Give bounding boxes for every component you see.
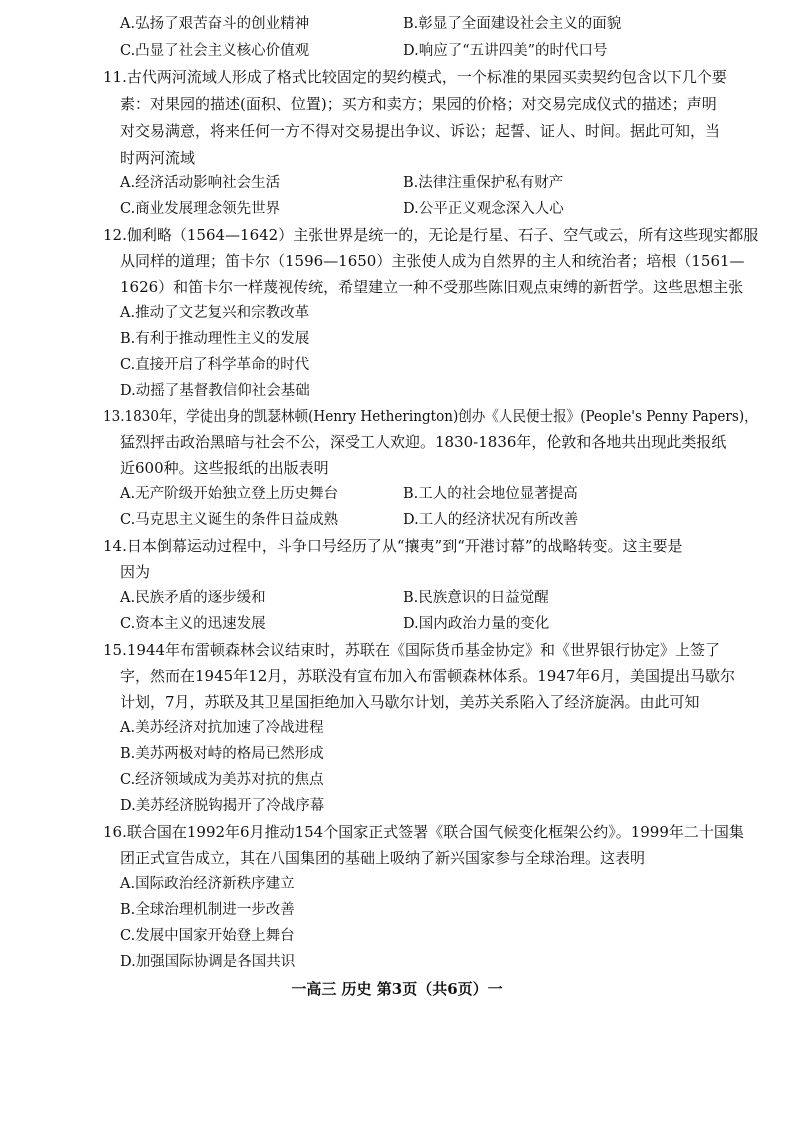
q15-option-c: C.经济领域成为美苏对抗的焦点 [120,772,324,788]
q16-stem-line-1: 16.联合国在1992年6月推动154个国家正式签署《联合国气候变化框架公约》。1999年二十国集 [103,823,744,841]
q11-stem-line-4: 时两河流域 [120,149,196,167]
q12-option-c: C.直接开启了科学革命的时代 [120,357,310,373]
q13-stem-line-3: 近600种。这些报纸的出版表明 [120,459,329,477]
q11-stem-line-3: 对交易满意，将来任何一方不得对交易提出争议、诉讼；起誓、证人、时间。据此可知，当 [120,122,721,140]
q14-option-c: C.资本主义的迅速发展 [120,616,266,632]
q11-option-c: C.商业发展理念领先世界 [120,201,281,217]
q15-option-b: B.美苏两极对峙的格局已然形成 [120,746,324,762]
q11-option-d: D.公平正义观念深入人心 [403,201,564,217]
q12-option-b: B.有利于推动理性主义的发展 [120,331,310,347]
q10-option-d: D.响应了“五讲四美”的时代口号 [403,43,608,59]
q15-stem-line-1: 15.1944年布雷顿森林会议结束时，苏联在《国际货币基金协定》和《世界银行协定》上签了 [103,641,721,659]
q11-stem-line-1: 11.古代两河流域人形成了格式比较固定的契约模式，一个标准的果园买卖契约包含以下几个要 [103,68,727,86]
q16-option-d: D.加强国际协调是各国共识 [120,954,296,970]
q15-stem-line-2: 字，然而在1945年12月，苏联没有宣布加入布雷顿森林体系。1947年6月，美国提出马歇尔 [120,667,735,685]
q13-option-c: C.马克思主义诞生的条件日益成熟 [120,512,339,528]
q15-option-d: D.美苏经济脱钩揭开了冷战序幕 [120,798,325,814]
q13-option-b: B.工人的社会地位显著提高 [403,486,578,502]
q10-option-a: A.弘扬了艰苦奋斗的创业精神 [120,16,310,32]
q15-stem-line-3: 计划，7月，苏联及其卫星国拒绝加入马歇尔计划，美苏关系陷入了经济旋涡。由此可知 [120,693,700,711]
q11-option-a: A.经济活动影响社会生活 [120,175,281,191]
q12-stem-line-3: 1626）和笛卡尔一样蔑视传统，希望建立一种不受那些陈旧观点束缚的新哲学。这些思想主张 [120,278,744,296]
q12-stem-line-1: 12.伽利略（1564—1642）主张世界是统一的，无论是行星、石子、空气或云，所有这些现实都服 [103,226,759,244]
q11-stem-line-2: 素：对果园的描述(面积、位置)；买方和卖方；果园的价格；对交易完成仪式的描述；声明 [120,95,717,113]
q13-option-d: D.工人的经济状况有所改善 [403,512,579,528]
q16-stem-line-2: 团正式宣告成立，其在八国集团的基础上吸纳了新兴国家参与全球治理。这表明 [120,849,646,867]
q12-option-a: A.推动了文艺复兴和宗教改革 [120,305,310,321]
q12-stem-line-2: 从同样的道理；笛卡尔（1596—1650）主张使人成为自然界的主人和统治者；培根（1561— [120,252,745,270]
q14-option-d: D.国内政治力量的变化 [403,616,550,632]
q12-option-d: D.动摇了基督教信仰社会基础 [120,383,310,399]
q14-stem-line-1: 14.日本倒幕运动过程中，斗争口号经历了从“攘夷”到“开港讨幕”的战略转变。这主要是 [103,537,683,555]
q16-option-c: C.发展中国家开始登上舞台 [120,928,295,944]
q16-option-b: B.全球治理机制进一步改善 [120,902,295,918]
q11-option-b: B.法律注重保护私有财产 [403,175,564,191]
q13-stem-line-1: 13.1830年，学徒出身的凯瑟林顿(Henry Hetherington)创办《人民便士报》(People's Penny Papers)， [103,407,758,425]
q16-option-a: A.国际政治经济新秩序建立 [120,876,295,892]
q10-option-c: C.凸显了社会主义核心价值观 [120,43,310,59]
q14-option-b: B.民族意识的日益觉醒 [403,590,549,606]
q10-option-b: B.彰显了全面建设社会主义的面貌 [403,16,622,32]
q13-stem-line-2: 猛烈抨击政治黑暗与社会不公，深受工人欢迎。1830-1836年，伦敦和各地共出现此类报纸 [120,433,727,451]
q13-option-a: A.无产阶级开始独立登上历史舞台 [120,486,339,502]
q14-option-a: A.民族矛盾的逐步缓和 [120,590,266,606]
page-footer: 一高三 历史 第3页（共6页）一 [291,980,503,998]
q14-stem-line-2: 因为 [120,563,151,581]
q15-option-a: A.美苏经济对抗加速了冷战进程 [120,720,324,736]
